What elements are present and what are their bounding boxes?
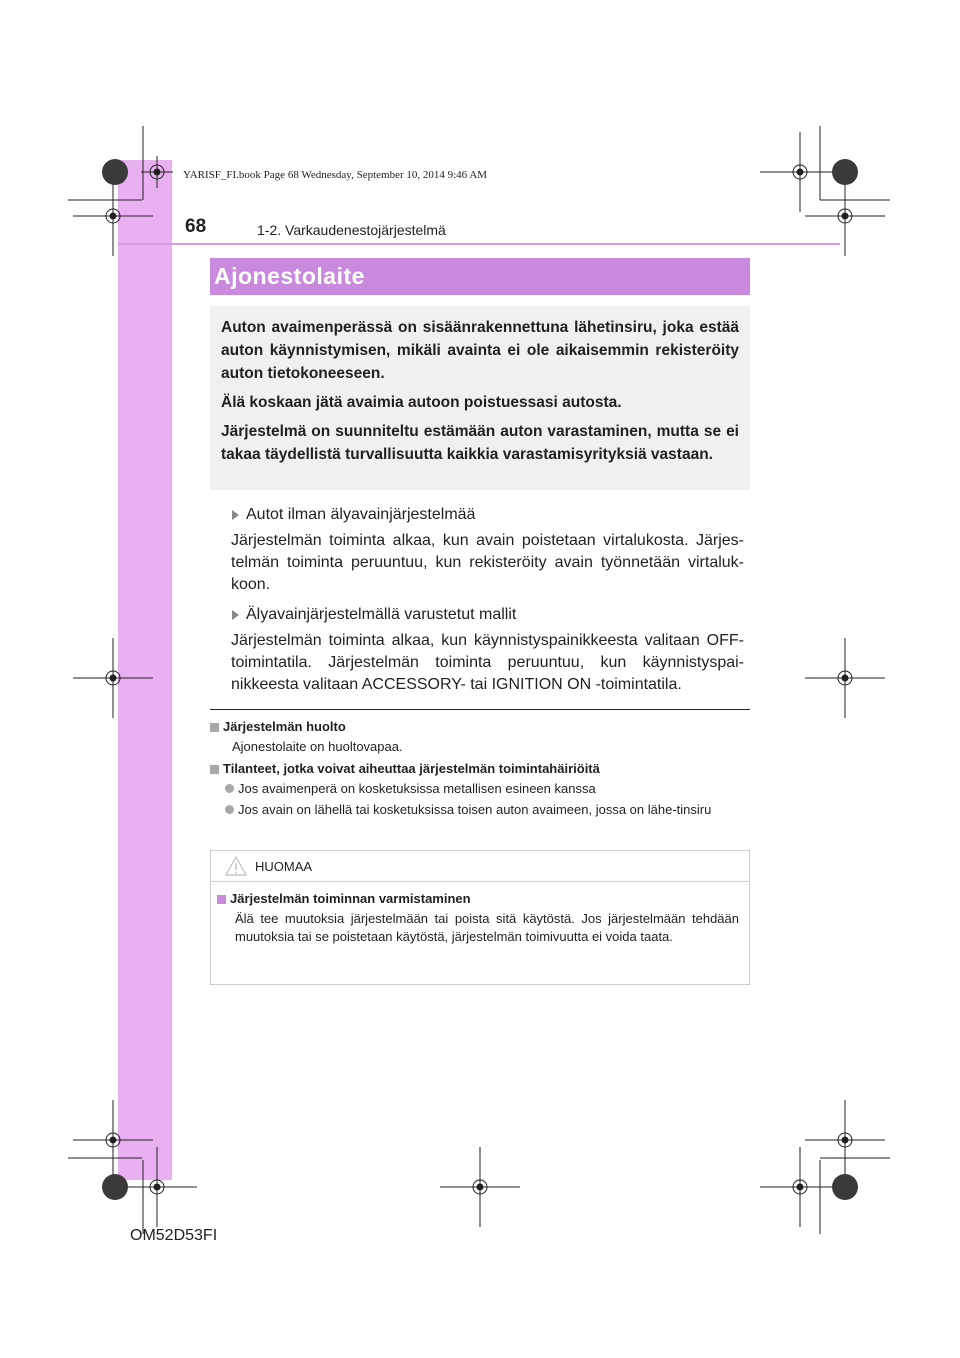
sub-heading-text: Älyavainjärjestelmällä varustetut mallit	[246, 606, 517, 623]
triangle-bullet-icon	[232, 610, 239, 620]
intro-paragraph: Älä koskaan jätä avaimia autoon poistuessasi autosta.	[221, 394, 622, 411]
circle-bullet-icon	[225, 784, 234, 793]
caution-header	[211, 851, 749, 882]
square-bullet-icon	[210, 765, 219, 774]
document-code: OM52D53FI	[130, 1227, 218, 1244]
list-item-text: Jos avain on lähellä tai kosketuksissa toisen auton avaimeen, jossa on lähe-tinsiru	[238, 802, 712, 817]
square-bullet-icon	[210, 723, 219, 732]
circle-bullet-icon	[225, 805, 234, 814]
caution-heading-text: Järjestelmän toiminnan varmistaminen	[230, 891, 471, 906]
sub-heading-text: Autot ilman älyavainjärjestelmää	[246, 506, 476, 523]
sub-heading	[231, 604, 744, 626]
header-divider	[118, 243, 840, 245]
section-paragraph: Järjestelmän toiminta alkaa, kun käynnistyspainikkeesta valitaan OFF-toimintatila. Järjestelmän toiminta peruuntuu, kun käynnistyspai-nikkeesta valitaan ACCESSORY- tai IGNITION ON -toimintatila.	[231, 632, 744, 693]
caution-text: Älä tee muutoksia järjestelmään tai poista sitä käytöstä. Jos järjestelmään tehdään muutoksia tai se poistetaan käytöstä, järjestelmän toimivuutta ei voida taata.	[235, 911, 739, 944]
square-bullet-icon	[217, 895, 226, 904]
intro-paragraph: Auton avaimenperässä on sisäänrakennettuna lähetinsiru, joka estää auton käynnistymisen, mikäli avainta ei ole aikaisemmin rekisteröity auton tietokoneeseen.	[221, 319, 739, 382]
main-content	[231, 504, 744, 704]
note-heading	[210, 718, 750, 736]
caution-heading	[217, 890, 739, 908]
note-heading	[210, 760, 750, 778]
list-item	[225, 780, 750, 797]
list-item	[225, 801, 750, 818]
caution-box	[210, 850, 750, 985]
note-heading-text: Järjestelmän huolto	[223, 719, 346, 734]
section-title: 1-2. Varkaudenestojärjestelmä	[257, 222, 446, 238]
intro-paragraph: Järjestelmä on suunniteltu estämään auton varastaminen, mutta se ei takaa täydellistä turvallisuutta kaikkia varastamisyrityksiä vastaan.	[221, 423, 739, 463]
caution-body	[211, 882, 749, 946]
warning-triangle-icon	[225, 856, 247, 876]
book-file-info: YARISF_FI.book Page 68 Wednesday, September 10, 2014 9:46 AM	[183, 169, 488, 181]
notes-section	[210, 716, 750, 822]
caution-label: HUOMAA	[255, 858, 313, 874]
intro-box	[210, 306, 750, 490]
note-text: Ajonestolaite on huoltovapaa.	[232, 739, 403, 754]
list-item-text: Jos avaimenperä on kosketuksissa metallisen esineen kanssa	[238, 781, 596, 796]
main-title-bar	[210, 258, 750, 295]
main-title: Ajonestolaite	[214, 263, 365, 289]
notes-divider	[210, 709, 750, 710]
sub-heading	[231, 504, 744, 526]
page-number: 68	[185, 216, 207, 237]
section-paragraph: Järjestelmän toiminta alkaa, kun avain poistetaan virtalukosta. Järjes-telmän toiminta peruuntuu, kun rekisteröity avain työnnetään virtaluk-koon.	[231, 532, 744, 593]
note-heading-text: Tilanteet, jotka voivat aiheuttaa järjestelmän toimintahäiriöitä	[223, 761, 600, 776]
triangle-bullet-icon	[232, 510, 239, 520]
